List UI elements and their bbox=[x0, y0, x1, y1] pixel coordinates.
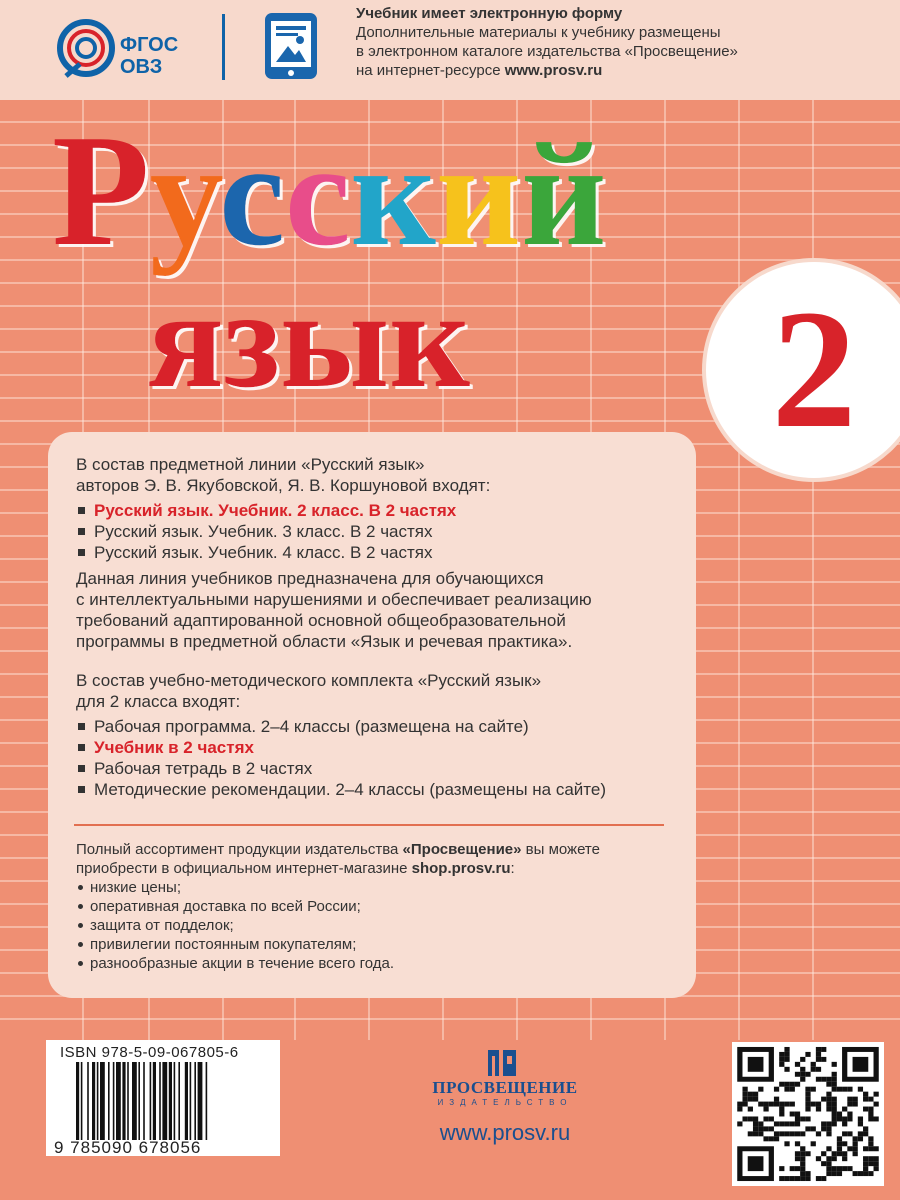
title-word-1: Русский bbox=[52, 118, 607, 279]
barcode-icon bbox=[76, 1062, 272, 1140]
section-divider bbox=[74, 824, 664, 826]
series-list bbox=[76, 500, 456, 563]
isbn-digits: 9 785090 678056 bbox=[54, 1138, 202, 1157]
list-item: привилегии постоянным покупателям; bbox=[76, 935, 394, 954]
tablet-icon bbox=[264, 12, 318, 80]
top-info-bar bbox=[0, 0, 900, 100]
list-item: Русский язык. Учебник. 2 класс. В 2 частях bbox=[76, 500, 456, 521]
list-item: разнообразные акции в течение всего года. bbox=[76, 954, 394, 973]
kit-intro: В состав учебно-методического комплекта «Русский язык» для 2 класса входят: bbox=[76, 671, 542, 711]
ebook-notice: Учебник имеет электронную форму Дополнительные материалы к учебнику размещены в электронном каталоге издательства «Просвещение» на интернет-ресурсе www.prosv.ru bbox=[356, 5, 738, 79]
list-item: Русский язык. Учебник. 3 класс. В 2 частях bbox=[76, 521, 456, 542]
list-item: Рабочая программа. 2–4 классы (размещена на сайте) bbox=[76, 716, 606, 737]
grade-number: 2 bbox=[771, 275, 857, 463]
shop-benefits bbox=[76, 878, 394, 973]
list-item: Русский язык. Учебник. 4 класс. В 2 частях bbox=[76, 542, 456, 563]
publisher-url[interactable]: www.prosv.ru bbox=[439, 1120, 571, 1145]
isbn-barcode bbox=[46, 1040, 280, 1156]
title-word-2: язык bbox=[148, 262, 470, 417]
fgos-label: ФГОС ОВЗ bbox=[120, 34, 179, 78]
book-title bbox=[52, 118, 712, 418]
shop-info: Полный ассортимент продукции издательства «Просвещение» вы можете приобрести в официальном интернет-магазине shop.prosv.ru: bbox=[76, 841, 600, 877]
publisher-subtitle: ИЗДАТЕЛЬСТВО bbox=[437, 1098, 573, 1107]
shop-url[interactable]: shop.prosv.ru bbox=[411, 860, 511, 877]
series-intro: В состав предметной линии «Русский язык» авторов Э. В. Якубовской, Я. В. Коршуновой входят: bbox=[76, 455, 491, 495]
list-item: Учебник в 2 частях bbox=[76, 737, 606, 758]
margin-line bbox=[812, 100, 814, 1040]
publisher-name: ПРОСВЕЩЕНИЕ bbox=[432, 1078, 578, 1097]
list-item: оперативная доставка по всей России; bbox=[76, 897, 394, 916]
list-item: Рабочая тетрадь в 2 частях bbox=[76, 758, 606, 779]
list-item: защита от подделок; bbox=[76, 916, 394, 935]
header-divider bbox=[222, 14, 225, 80]
publisher-logo-icon bbox=[484, 1048, 520, 1078]
margin-line bbox=[738, 100, 740, 1040]
kit-list bbox=[76, 716, 606, 800]
series-description: Данная линия учебников предназначена для обучающихся с интеллектуальными нарушениями и обеспечивает реализацию требований адаптированной основной общеобразовательной программы в предметной области «Язык и речевая практика». bbox=[76, 569, 592, 651]
ebook-url[interactable]: www.prosv.ru bbox=[504, 62, 603, 79]
list-item: Методические рекомендации. 2–4 классы (размещены на сайте) bbox=[76, 779, 606, 800]
grade-badge bbox=[706, 262, 900, 478]
qr-code-icon[interactable] bbox=[732, 1042, 884, 1186]
isbn-label: ISBN 978-5-09-067805-6 bbox=[60, 1044, 239, 1061]
list-item: низкие цены; bbox=[76, 878, 394, 897]
